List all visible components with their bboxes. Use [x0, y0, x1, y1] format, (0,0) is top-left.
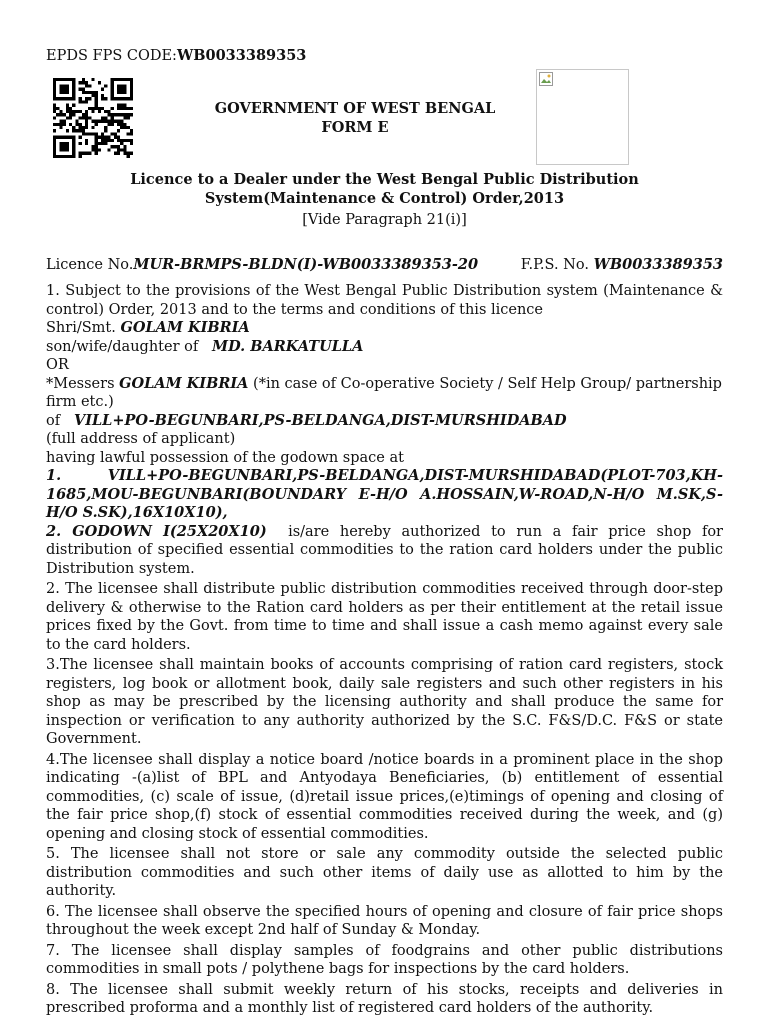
clause-3: 3.The licensee shall maintain books of accounts comprising of ration card registers, stock registers, log book or allotment book, daily sale registers and such other registers in his shop as may be prescribed by the licensing authority and shall produce the same for inspection or verification to any authority authorized by the S.C. F&S/D.C. F&S or state Government.	[46, 657, 723, 747]
licensee-name-line	[46, 319, 723, 338]
address-line	[46, 412, 723, 431]
epds-code-line	[46, 47, 306, 66]
shri-label: Shri/Smt.	[46, 320, 116, 336]
address-note: (full address of applicant)	[46, 431, 236, 447]
clause-4: 4.The licensee shall display a notice board /notice boards in a prominent place in the shop indicating -(a)list of BPL and Antyodaya Beneficiaries, (b) entitlement of essential commodities, (c) scale of issue, (d)retail issue prices,(e)timings of opening and closing of the fair price shop,(f) stock of essential commodities received during the week, and (g) opening and closing stock of essential commodities.	[46, 751, 723, 842]
relation-label: son/wife/daughter of	[46, 338, 199, 355]
fps-number-line	[521, 256, 723, 275]
godown-2-authorization	[46, 523, 723, 579]
form-heading: FORM E	[321, 119, 389, 136]
epds-label: EPDS FPS CODE:	[46, 48, 177, 64]
godown-1: 1. VILL+PO-BEGUNBARI,PS-BELDANGA,DIST-MURSHIDABAD(PLOT-703,KH-1685,MOU-BEGUNBARI(BOUNDARY E-H/O A.HOSSAIN,W-ROAD,N-H/O M.SK,S-H/O S.SK),16X10X10),	[46, 467, 723, 521]
vide-paragraph: [Vide Paragraph 21(i)]	[302, 212, 467, 228]
photo-placeholder	[536, 69, 629, 165]
broken-image-icon	[539, 72, 553, 86]
messers-line	[46, 375, 723, 412]
licence-body	[46, 282, 723, 1018]
fps-number: WB0033389353	[593, 256, 723, 273]
fps-label: F.P.S. No.	[520, 257, 589, 273]
clause-6: 6. The licensee shall observe the specified hours of opening and closure of fair price shops throughout the week except 2nd half of Sunday & Monday.	[46, 903, 723, 938]
clause-8: 8. The licensee shall submit weekly return of his stocks, receipts and deliveries in prescribed proforma and a monthly list of registered card holders of the authority.	[46, 981, 723, 1016]
licence-label: Licence No.	[46, 257, 134, 273]
applicant-address: VILL+PO-BEGUNBARI,PS-BELDANGA,DIST-MURSHIDABAD	[73, 411, 567, 429]
authorization-text: is/are hereby authorized to run a fair price shop for distribution of specified essential commodities to the ration card holders under the public Distribution system.	[46, 523, 723, 577]
clause-list	[46, 580, 723, 1018]
licence-number-line	[46, 256, 478, 275]
licence-number: MUR-BRMPS-BLDN(I)-WB0033389353-20	[133, 256, 479, 273]
of-label: of	[46, 412, 61, 429]
licence-title: Licence to a Dealer under the West Bengal Public Distribution System(Maintenance & Control) Order,2013	[130, 171, 639, 207]
clause-2: 2. The licensee shall distribute public distribution commodities received through door-step delivery & otherwise to the Ration card holders as per their entitlement at the retail issue prices fixed by the Govt. from time to time and shall issue a cash memo against every sale to the card holders.	[46, 581, 723, 653]
govt-heading: GOVERNMENT OF WEST BENGAL	[214, 100, 496, 117]
clause-1-intro: 1. Subject to the provisions of the West Bengal Public Distribution system (Maintenance & control) Order, 2013 and to the terms and conditions of this licence	[46, 283, 723, 318]
relation-line	[46, 338, 723, 357]
godown-intro: having lawful possession of the godown space at	[46, 449, 404, 466]
messers-name: GOLAM KIBRIA	[119, 374, 249, 392]
epds-code: WB0033389353	[176, 47, 307, 64]
godown-2: 2. GODOWN I(25X20X10)	[46, 522, 267, 540]
messers-label: *Messers	[46, 375, 115, 392]
messers-note: (*in case of Co-operative Society / Self Help Group/ partnership firm etc.)	[46, 375, 722, 410]
or-line: OR	[46, 357, 69, 373]
qr-code-icon	[53, 78, 133, 158]
clause-5: 5. The licensee shall not store or sale any commodity outside the selected public distribution commodities and such other items of daily use as allotted to him by the authority.	[46, 846, 723, 899]
relation-name: MD. BARKATULLA	[212, 337, 364, 355]
clause-7: 7. The licensee shall display samples of foodgrains and other public distributions commodities in small pots / polythene bags for inspections by the card holders.	[46, 942, 723, 977]
licensee-name: GOLAM KIBRIA	[120, 319, 250, 336]
